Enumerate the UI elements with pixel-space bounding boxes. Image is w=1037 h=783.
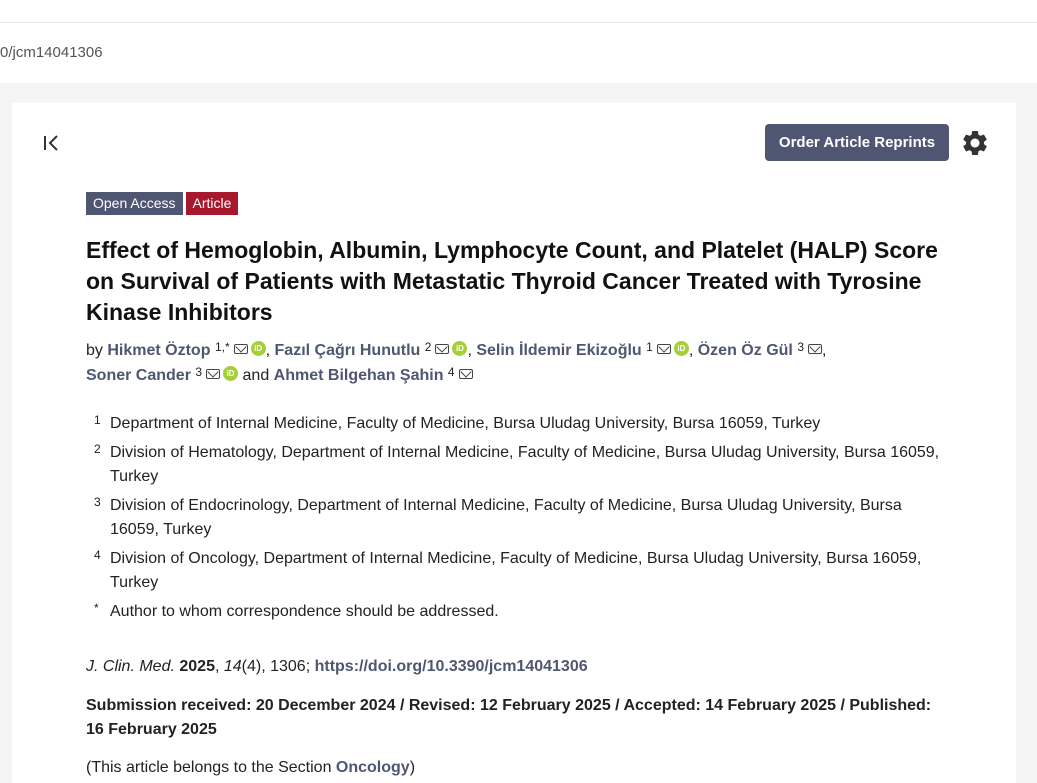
doi-breadcrumb: 0/jcm14041306 — [0, 44, 103, 61]
author-list: by Hikmet Öztop $^{1,*}$ iD , Fazıl Çağrı Hunutlu $^2$ iD , Selin İldemir Ekizoğlu $^1$ iD , Özen Öz Gül $^3$ , Soner Cander $^3$ iD and Ahmet Bilgehan Şahin $^4$ — [86, 340, 827, 384]
article-title: Effect of Hemoglobin, Albumin, Lymphocyte Count, and Platelet (HALP) Score on Survival of Patients with Metastatic Thyroid Cancer Treated with Tyrosine Kinase Inhibitors — [86, 237, 938, 325]
affiliation-text: Division of Oncology, Department of Internal Medicine, Faculty of Medicine, Bursa Uludag University, Bursa 16059, Turkey — [110, 549, 922, 591]
doi-link[interactable]: https://doi.org/10.3390/jcm14041306 — [314, 658, 588, 675]
envelope-icon[interactable] — [459, 369, 473, 379]
citation-pages: , 1306; — [261, 658, 315, 675]
orcid-icon[interactable]: iD — [674, 341, 689, 356]
author-affiliation-sup: 1,* — [214, 340, 230, 354]
open-access-badge[interactable]: Open Access — [86, 192, 183, 215]
affiliation-item — [86, 600, 946, 625]
top-bar — [0, 0, 1037, 83]
top-divider — [0, 22, 1037, 23]
affiliation-number: 4 — [94, 547, 101, 562]
affiliation-item — [86, 494, 946, 543]
citation-volume: 14 — [223, 658, 242, 675]
author-affiliation-sup: 1 — [646, 340, 653, 354]
article-type-badge: Article — [186, 192, 239, 215]
order-reprints-button[interactable]: Order Article Reprints — [765, 124, 949, 161]
author-name[interactable]: Fazıl Çağrı Hunutlu — [274, 342, 421, 359]
author-name[interactable]: Soner Cander — [86, 367, 191, 384]
publication-dates: Submission received: 20 December 2024 / Revised: 12 February 2025 / Accepted: 14 February 2025 / Published: 16 February 2025 — [86, 697, 932, 738]
orcid-icon[interactable]: iD — [251, 341, 266, 356]
affiliation-item — [86, 441, 946, 490]
envelope-icon[interactable] — [657, 344, 671, 354]
author-name[interactable]: Hikmet Öztop — [107, 342, 211, 359]
author-name[interactable]: Selin İldemir Ekizoğlu — [476, 342, 642, 359]
affiliation-number: 2 — [94, 441, 101, 456]
affiliation-number: * — [94, 600, 99, 615]
collapse-left-icon[interactable] — [40, 131, 64, 155]
envelope-icon[interactable] — [234, 344, 248, 354]
section-note — [86, 757, 946, 779]
section-link[interactable]: Oncology — [335, 759, 410, 776]
by-label: by — [86, 342, 103, 359]
author-affiliation-sup: 2 — [424, 340, 432, 354]
affiliation-text: Author to whom correspondence should be addressed. — [110, 602, 499, 620]
author-name[interactable]: Özen Öz Gül — [697, 342, 793, 359]
author-affiliation-sup: 3 — [797, 340, 804, 354]
article-card — [12, 103, 1016, 783]
affiliation-text: Division of Endocrinology, Department of Internal Medicine, Faculty of Medicine, Bursa Uludag University, Bursa 16059, Turkey — [110, 496, 902, 538]
section-prefix: (This article belongs to the Section — [86, 759, 336, 776]
and-label: and — [242, 367, 270, 384]
affiliation-number: 1 — [94, 413, 101, 427]
author-affiliation-sup: 4 — [447, 365, 455, 379]
affiliation-text: Department of Internal Medicine, Faculty of Medicine, Bursa Uludag University, Bursa 16059, Turkey — [110, 415, 821, 432]
affiliation-item — [86, 412, 946, 437]
envelope-icon[interactable] — [206, 369, 220, 379]
article-badges — [86, 192, 946, 216]
article-header — [86, 192, 946, 779]
affiliation-text: Division of Hematology, Department of Internal Medicine, Faculty of Medicine, Bursa Uludag University, Bursa 16059, Turkey — [110, 443, 940, 485]
affiliation-item — [86, 547, 946, 596]
section-suffix: ) — [409, 759, 416, 776]
author-affiliation-sup: 3 — [195, 365, 203, 379]
affiliation-list — [86, 412, 946, 624]
envelope-icon[interactable] — [808, 344, 822, 354]
orcid-icon[interactable]: iD — [452, 341, 467, 356]
citation-issue: (4) — [241, 658, 262, 675]
affiliation-number: 3 — [94, 494, 101, 509]
citation-year: 2025 — [179, 658, 215, 675]
orcid-icon[interactable]: iD — [223, 366, 238, 381]
author-name[interactable]: Ahmet Bilgehan Şahin — [273, 367, 444, 384]
journal-name: J. Clin. Med. — [86, 658, 175, 675]
citation-line: J. Clin. Med. 2025, 14(4), 1306; https://doi.org/10.3390/jcm14041306 — [86, 658, 588, 675]
gear-icon[interactable] — [960, 128, 990, 158]
envelope-icon[interactable] — [435, 344, 449, 354]
